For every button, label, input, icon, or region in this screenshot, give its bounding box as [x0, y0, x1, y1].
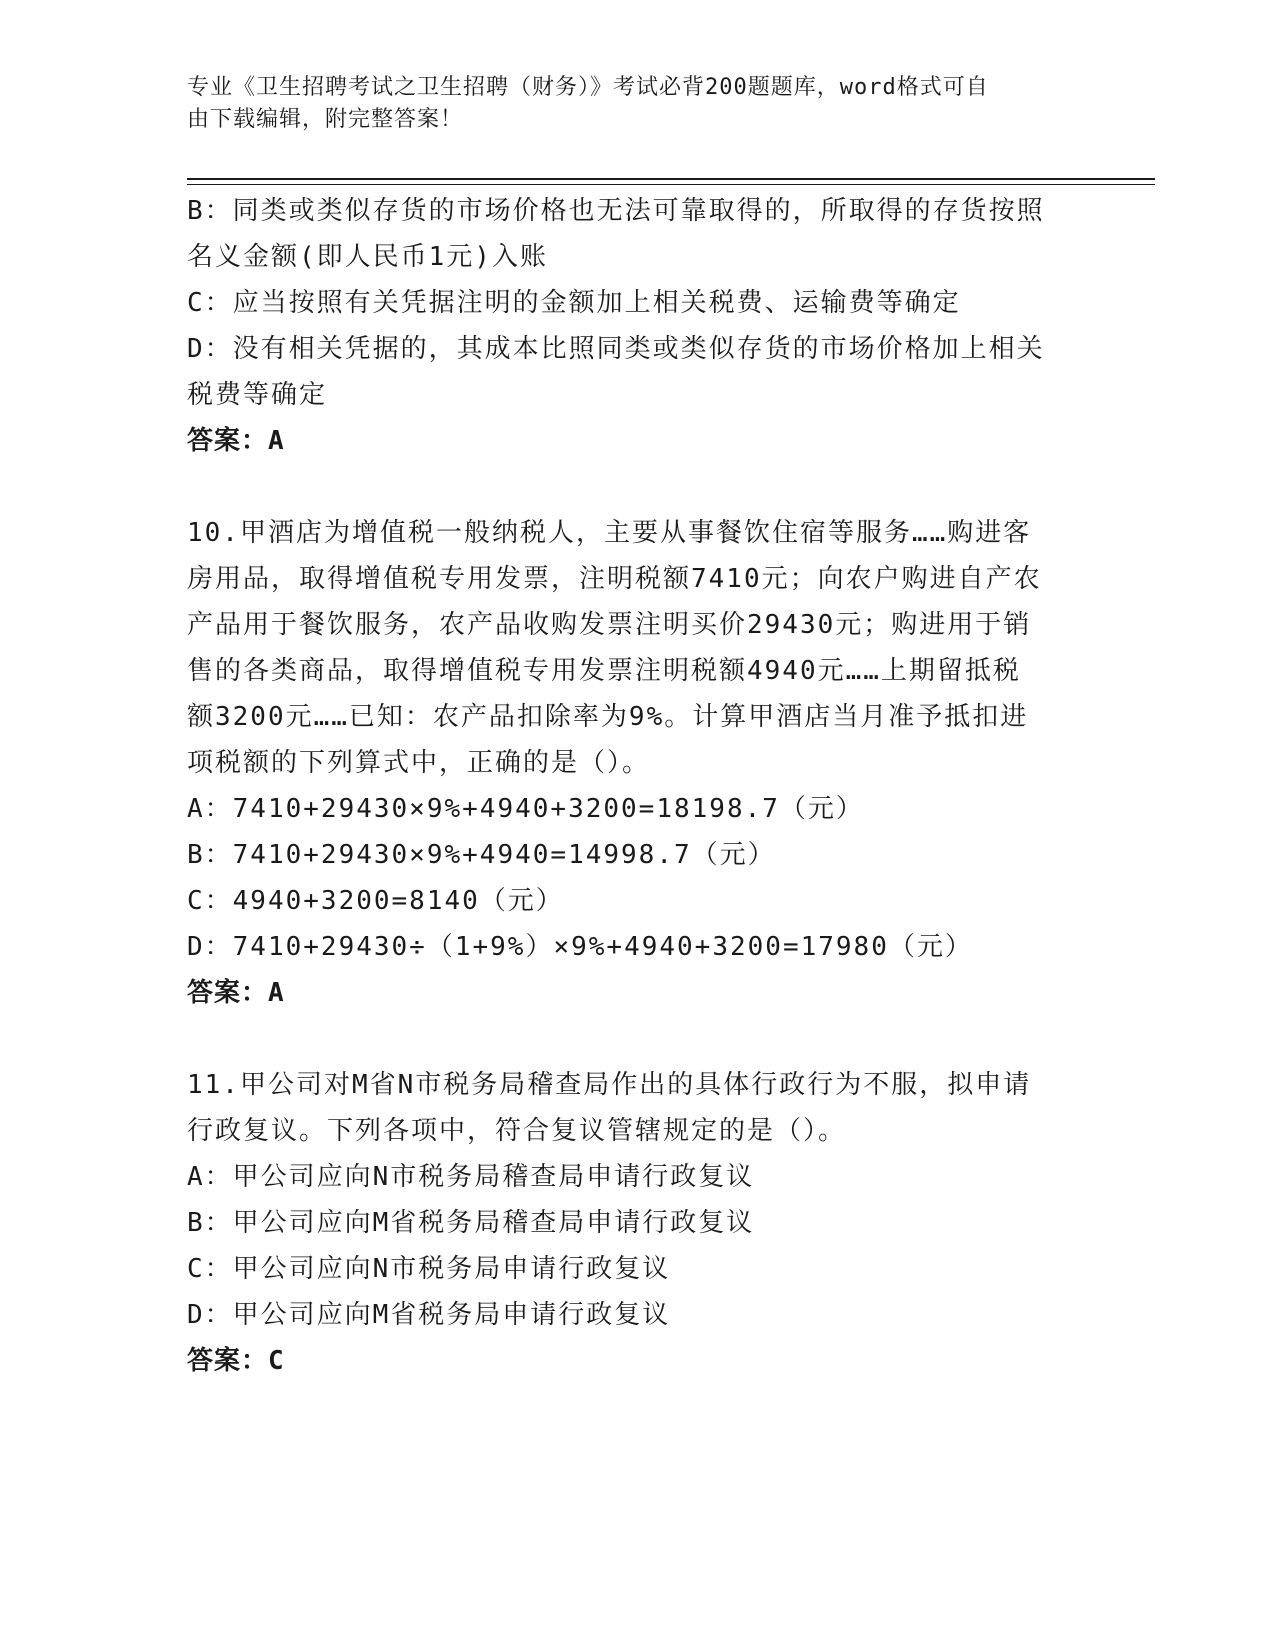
question-11: [187, 1062, 1087, 1384]
answer: 答案：A: [187, 978, 285, 1008]
option-a: A：甲公司应向N市税务局稽查局申请行政复议: [187, 1162, 755, 1192]
document-content: [187, 188, 1087, 1384]
option-b: B：7410+29430×9%+4940=14998.7（元）: [187, 840, 776, 870]
question-stem-line-1: 10.甲酒店为增值税一般纳税人，主要从事餐饮住宿等服务……购进客: [187, 518, 1032, 548]
spacer: [187, 464, 1087, 510]
answer: 答案：C: [187, 1346, 285, 1376]
option-b-line-1: B：同类或类似存货的市场价格也无法可靠取得的，所取得的存货按照: [187, 196, 1045, 226]
option-d-line-2: 税费等确定: [187, 380, 328, 410]
option-a: A：7410+29430×9%+4940+3200=18198.7（元）: [187, 794, 864, 824]
header-line-2: 由下载编辑，附完整答案！: [187, 107, 464, 132]
option-d-line-1: D：没有相关凭据的，其成本比照同类或类似存货的市场价格加上相关: [187, 334, 1045, 364]
question-stem-line-2: 行政复议。下列各项中，符合复议管辖规定的是（）。: [187, 1116, 847, 1146]
option-c: C：4940+3200=8140（元）: [187, 886, 564, 916]
option-b: B：甲公司应向M省税务局稽查局申请行政复议: [187, 1208, 755, 1238]
question-stem-line-1: 11.甲公司对M省N市税务局稽查局作出的具体行政行为不服，拟申请: [187, 1070, 1032, 1100]
header-line-1: 专业《卫生招聘考试之卫生招聘（财务）》考试必背200题题库，word格式可自: [187, 75, 989, 100]
header-divider-thick: [187, 178, 1155, 180]
question-9: [187, 188, 1087, 464]
option-b-line-2: 名义金额(即人民币1元)入账: [187, 242, 548, 272]
question-stem-line-5: 额3200元……已知：农产品扣除率为9%。计算甲酒店当月准予抵扣进: [187, 702, 1029, 732]
question-stem-line-3: 产品用于餐饮服务，农产品收购发票注明买价29430元；购进用于销: [187, 610, 1032, 640]
question-10: [187, 510, 1087, 1016]
question-stem-line-6: 项税额的下列算式中，正确的是（）。: [187, 748, 651, 778]
spacer: [187, 1016, 1087, 1062]
document-header: [187, 72, 1087, 136]
answer: 答案：A: [187, 426, 285, 456]
option-c: C：甲公司应向N市税务局申请行政复议: [187, 1254, 671, 1284]
option-d: D：7410+29430÷（1+9%）×9%+4940+3200=17980（元）: [187, 932, 973, 962]
question-stem-line-4: 售的各类商品，取得增值税专用发票注明税额4940元……上期留抵税: [187, 656, 1021, 686]
option-c: C：应当按照有关凭据注明的金额加上相关税费、运输费等确定: [187, 288, 961, 318]
header-divider-thin: [187, 184, 1155, 185]
option-d: D：甲公司应向M省税务局申请行政复议: [187, 1300, 671, 1330]
question-stem-line-2: 房用品，取得增值税专用发票，注明税额7410元；向农户购进自产农: [187, 564, 1042, 594]
